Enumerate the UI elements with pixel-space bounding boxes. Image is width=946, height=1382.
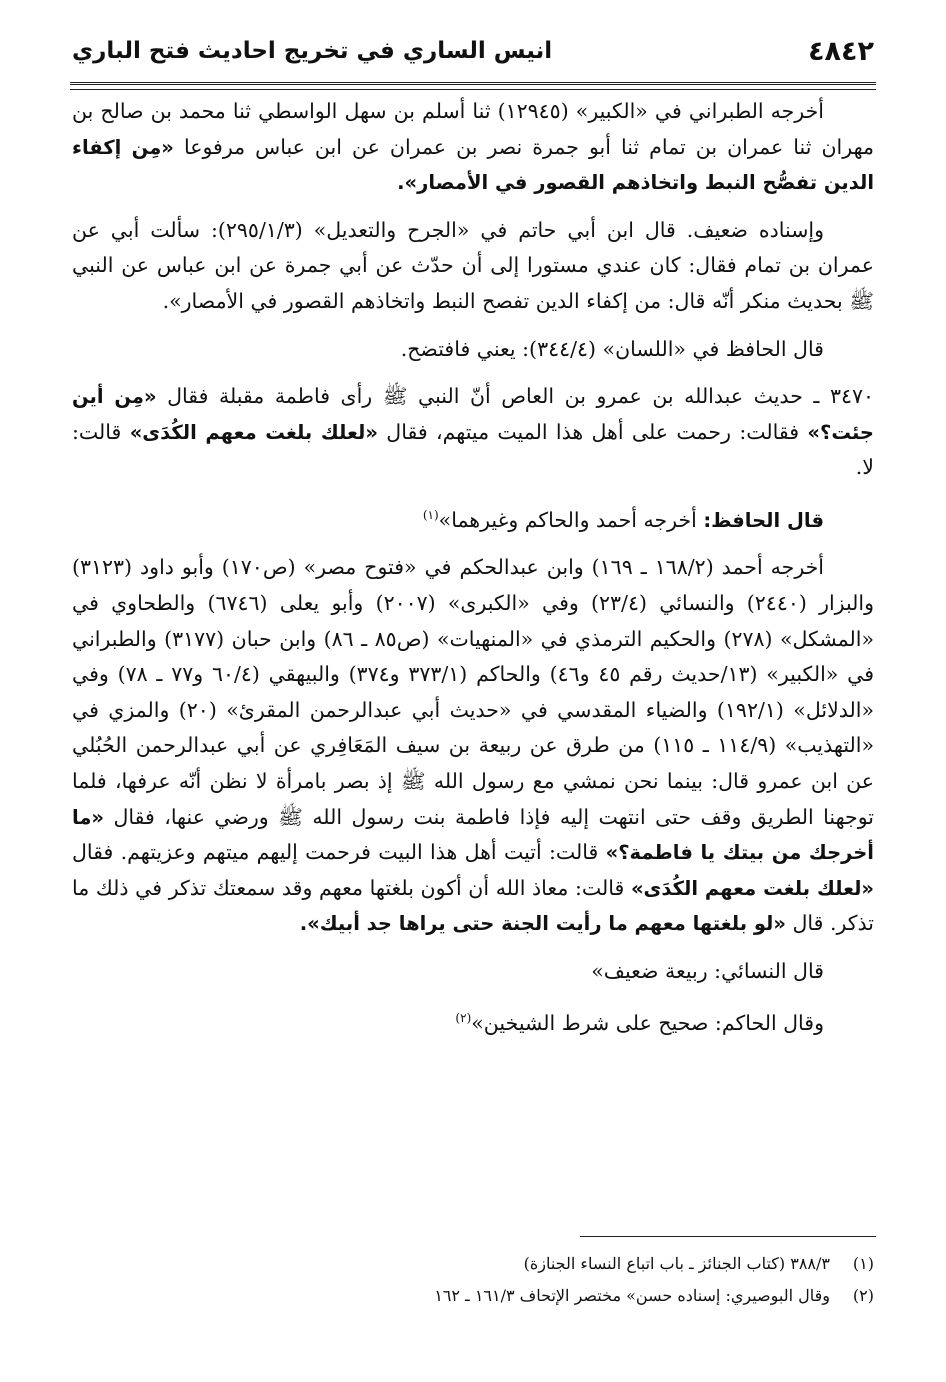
- paragraph-lisan: [72, 332, 874, 368]
- paragraph-text: قال النسائي: ربيعة ضعيف»: [591, 958, 824, 983]
- footnote-rule: [580, 1236, 876, 1237]
- hadith-text: فقالت: رحمت على أهل هذا الميت ميتهم، فقال: [377, 419, 808, 444]
- paragraph-text: أخرجه الطبراني في «الكبير» (١٢٩٤٥) ثنا أسلم بن سهل الواسطي ثنا محمد بن صالح بن مهران ثنا عمران بن تمام ثنا أبو جمرة نصر بن عمران عن ابن عباس مرفوعا: [72, 99, 874, 159]
- footnote-ref: (١): [422, 507, 439, 522]
- book-title: انيس الساري في تخريج احاديث فتح الباري: [72, 38, 553, 64]
- paragraph-text: وإسناده ضعيف. قال ابن أبي حاتم في «الجرح والتعديل» (٢٩٥/١/٣): سألت أبي عن عمران بن تمام فقال: كان عندي مستورا إلى أن حدّث عن أبي جمرة عن ابن عباس عن النبي ﷺ بحديث منكر أنّه قال: من إكفاء الدين تفصح النبط واتخاذهم القصور في الأمصار».: [72, 217, 874, 313]
- page-header: [70, 34, 876, 84]
- footnote-2: [72, 1280, 874, 1312]
- paragraph-hakim: [72, 1001, 874, 1041]
- hadith-quote: «مِن إكفاء الدين تفصُّح النبط واتخاذهم القصور في الأمصار».: [72, 135, 874, 195]
- paragraph-text: قالت: أتيت أهل هذا البيت فرحمت إليهم ميتهم وعزيتهم. فقال: [72, 840, 606, 865]
- paragraph-text: قال الحافظ في «اللسان» (٣٤٤/٤): يعني فافتضح.: [400, 336, 824, 361]
- paragraph-text: قالت: معاذ الله أن أكون بلغتها معهم وقد سمعتك تذكر في ذلك ما تذكر. قال: [72, 875, 874, 936]
- footnote-1: [72, 1248, 874, 1280]
- paragraph-text: وقال الحاكم: صحيح على شرط الشيخين»: [471, 1011, 824, 1036]
- hadith-quote: «مِن أين جئت؟»: [72, 385, 874, 444]
- footnotes: [72, 1248, 874, 1312]
- hadith-entry: [72, 379, 874, 486]
- footnote-number: (١): [852, 1254, 874, 1273]
- paragraph-isnad: [72, 213, 874, 320]
- page-body: [72, 94, 874, 1054]
- footnote-ref: (٢): [455, 1011, 472, 1026]
- hadith-quote: «لعلك بلغت معهم الكُدَى»: [630, 876, 874, 900]
- hadith-quote: «لعلك بلغت معهم الكُدَى»: [129, 420, 378, 444]
- hafiz-label: قال الحافظ:: [703, 508, 824, 532]
- paragraph-hafiz: [72, 498, 874, 538]
- paragraph-text: أخرجه أحمد والحاكم وغيرهما»: [438, 507, 704, 532]
- hadith-quote: «ما أخرجك من بيتك يا فاطمة؟»: [72, 805, 874, 865]
- footnote-text: ٣٨٨/٣ (كتاب الجنائز ـ باب اتباع النساء الجنازة): [523, 1254, 830, 1273]
- paragraph-text: أخرجه أحمد (١٦٨/٢ ـ ١٦٩) وابن عبدالحكم في «فتوح مصر» (ص١٧٠) وأبو داود (٣١٢٣) والبزار (٢٤٤٠) والنسائي (٢٣/٤) وفي «الكبرى» (٢٠٠٧) وأبو يعلى (٦٧٤٦) والطحاوي في «المشكل» (٢٧٨) والحكيم الترمذي في «المنهيات» (ص٨٥ ـ ٨٦) وابن حبان (٣١٧٧) والطبراني في «الكبير» (١٣/حديث رقم ٤٥ و٤٦) والحاكم (٣٧٣/١ و٣٧٤) والبيهقي (٦٠/٤ و٧٧ ـ ٧٨) وفي «الدلائل» (١٩٢/١) والضياء المقدسي في «حديث أبي عبدالرحمن المقرئ» (٢٠) والمزي في «التهذيب» (١١٤/٩ ـ ١١٥) من طرق عن ربيعة بن سيف المَعَافِري عن أبي عبدالرحمن الحُبُلي عن ابن عمرو قال: بينما نحن نمشي مع رسول الله ﷺ إذ بصر بامرأة لا نظن أنّه عرفها، فلما توجهنا الطريق وقف حتى انتهت إليه فإذا فاطمة بنت رسول الله ﷺ ورضي عنها، فقال: [72, 555, 875, 829]
- footnote-number: (٢): [852, 1286, 874, 1305]
- paragraph-nasai: [72, 954, 874, 990]
- hadith-quote: «لو بلغتها معهم ما رأيت الجنة حتى يراها جد أبيك».: [299, 912, 786, 936]
- page-number: ٤٨٤٢: [808, 36, 874, 67]
- hadith-text: قالت: لا.: [72, 419, 874, 480]
- header-rule: [70, 82, 876, 90]
- paragraph-tabarani: [72, 94, 874, 201]
- hadith-text: حديث عبدالله بن عمرو بن العاص أنّ النبي ﷺ رأى فاطمة مقبلة فقال: [156, 384, 803, 409]
- hadith-number: ٣٤٧٠ ـ: [813, 384, 875, 409]
- footnote-text: وقال البوصيري: إسناده حسن» مختصر الإتحاف ١٦١/٣ ـ ١٦٢: [434, 1286, 830, 1305]
- paragraph-takhrij: [72, 550, 874, 942]
